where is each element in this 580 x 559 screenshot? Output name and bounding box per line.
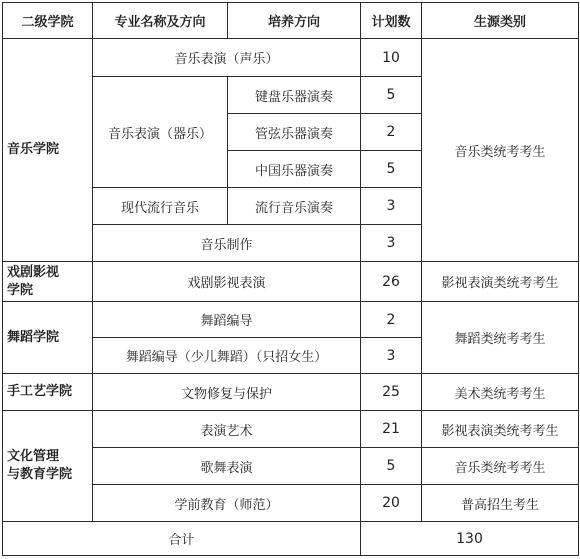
enrollment-plan-table — [2, 2, 579, 556]
plan-cell: 25 — [361, 374, 422, 411]
major-cell: 音乐制作 — [93, 225, 361, 262]
source-cell: 美术类统考考生 — [422, 374, 579, 411]
table-row — [3, 302, 579, 338]
major-cell: 现代流行音乐 — [93, 188, 228, 225]
major-cell: 音乐表演（声乐） — [93, 39, 361, 77]
header-plan: 计划数 — [361, 3, 422, 39]
total-value: 130 — [361, 522, 579, 556]
header-major: 专业名称及方向 — [93, 3, 228, 39]
total-row — [3, 522, 579, 556]
plan-cell: 26 — [361, 262, 422, 302]
source-cell: 影视表演类统考考生 — [422, 262, 579, 302]
source-cell: 影视表演类统考考生 — [422, 411, 579, 448]
college-cell — [3, 411, 93, 522]
direction-cell: 流行音乐演奏 — [228, 188, 361, 225]
major-cell: 音乐表演（器乐） — [93, 77, 228, 188]
college-name-line: 文化管理 — [7, 449, 60, 464]
source-cell: 普高招生考生 — [422, 485, 579, 522]
plan-cell: 21 — [361, 411, 422, 448]
plan-cell: 3 — [361, 338, 422, 374]
header-row — [3, 3, 579, 39]
table-row — [3, 262, 579, 302]
plan-cell: 2 — [361, 302, 422, 338]
college-cell: 舞蹈学院 — [3, 302, 93, 374]
plan-cell: 20 — [361, 485, 422, 522]
direction-cell: 键盘乐器演奏 — [228, 77, 361, 114]
plan-cell: 10 — [361, 39, 422, 77]
plan-cell: 5 — [361, 448, 422, 485]
source-cell: 舞蹈类统考考生 — [422, 302, 579, 374]
major-cell: 戏剧影视表演 — [93, 262, 361, 302]
enrollment-plan-table-container — [2, 2, 578, 555]
major-cell: 歌舞表演 — [93, 448, 361, 485]
header-direction: 培养方向 — [228, 3, 361, 39]
header-college: 二级学院 — [3, 3, 93, 39]
direction-cell: 管弦乐器演奏 — [228, 114, 361, 151]
table-row — [3, 374, 579, 411]
plan-cell: 5 — [361, 77, 422, 114]
plan-cell: 2 — [361, 114, 422, 151]
plan-cell: 5 — [361, 151, 422, 188]
major-cell: 文物修复与保护 — [93, 374, 361, 411]
major-cell: 舞蹈编导 — [93, 302, 361, 338]
college-name-line: 学院 — [7, 282, 34, 298]
source-cell: 音乐类统考考生 — [422, 39, 579, 262]
college-name-line: 与教育学院 — [7, 467, 73, 482]
major-cell: 舞蹈编导（少儿舞蹈）（只招女生） — [93, 338, 361, 374]
plan-cell: 3 — [361, 188, 422, 225]
college-cell: 手工艺学院 — [3, 374, 93, 411]
header-source: 生源类别 — [422, 3, 579, 39]
source-cell: 音乐类统考考生 — [422, 448, 579, 485]
plan-cell: 3 — [361, 225, 422, 262]
total-label: 合计 — [3, 522, 361, 556]
table-row — [3, 411, 579, 448]
college-cell: 音乐学院 — [3, 39, 93, 262]
major-cell: 表演艺术 — [93, 411, 361, 448]
direction-cell: 中国乐器演奏 — [228, 151, 361, 188]
major-cell: 学前教育（师范） — [93, 485, 361, 522]
table-row — [3, 39, 579, 77]
college-cell — [3, 262, 93, 302]
college-name-line: 戏剧影视 — [7, 264, 60, 280]
